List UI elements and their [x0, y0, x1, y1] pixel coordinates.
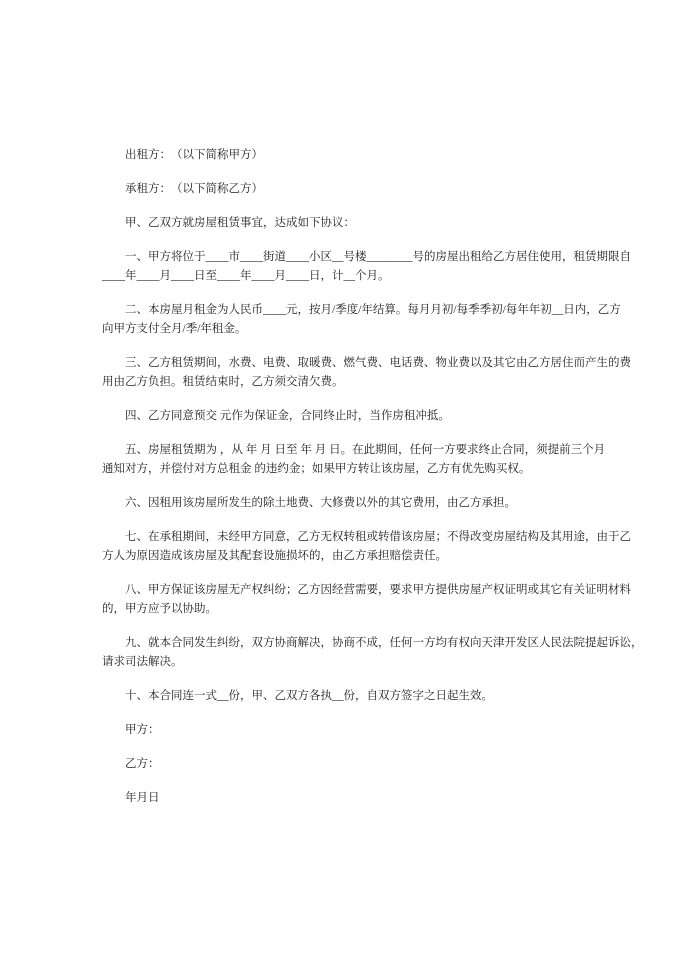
signature-date [102, 789, 590, 808]
clause-2-line-1: 二、本房屋月租金为人民币____元，按月/季度/年结算。每月月初/每季季初/每年年初__日内，乙方 [125, 304, 621, 316]
clause-6-line-1: 六、因租用该房屋所发生的除土地费、大修费以外的其它费用，由乙方承担。 [125, 497, 516, 509]
paragraph-preamble [102, 214, 590, 233]
clause-9-line-2: 请求司法解决。 [102, 656, 183, 668]
clause-5-line-1: 五、房屋租赁期为 ，从 年 月 日至 年 月 日。在此期间，任何一方要求终止合同，须提前三个月 [125, 444, 606, 456]
clause-1-line-1: 一、甲方将位于____市____街道____小区__号楼________号的房屋出租给乙方居住使用，租赁期限自 [125, 251, 631, 263]
preamble-line: 甲、乙双方就房屋租赁事宜，达成如下协议： [125, 217, 355, 229]
signature-party-b [102, 755, 590, 774]
clause-9-line-1: 九、就本合同发生纠纷，双方协商解决，协商不成，任何一方均有权向天津开发区人民法院提起诉讼， [125, 637, 643, 649]
clause-10 [102, 687, 590, 706]
clause-7-line-2: 方人为原因造成该房屋及其配套设施损坏的，由乙方承担赔偿责任。 [102, 550, 447, 562]
paragraph-lessor [102, 146, 590, 165]
clause-1 [102, 248, 631, 286]
clause-5-line-2: 通知对方，并偿付对方总租金 的违约金；如果甲方转让该房屋，乙方有优先购买权。 [102, 463, 531, 475]
clause-8-line-1: 八、甲方保证该房屋无产权纠纷；乙方因经营需要，要求甲方提供房屋产权证明或其它有关证明材料 [125, 584, 631, 596]
clause-1-line-2: ____年____月____日至____年____月____日，计__个月。 [102, 270, 390, 282]
clause-8 [102, 581, 631, 619]
clause-7 [102, 528, 631, 566]
clause-3 [102, 354, 631, 392]
signature-party-a-label: 甲方： [125, 724, 160, 736]
clause-4-line-1: 四、乙方同意预交 元作为保证金，合同终止时，当作房租冲抵。 [125, 410, 450, 422]
signature-party-b-label: 乙方： [125, 758, 160, 770]
clause-3-line-1: 三、乙方租赁期间，水费、电费、取暖费、燃气费、电话费、物业费以及其它由乙方居住而产生的费 [125, 357, 631, 369]
clause-7-line-1: 七、在承租期间，未经甲方同意，乙方无权转租或转借该房屋；不得改变房屋结构及其用途，由于乙 [125, 531, 631, 543]
clause-8-line-2: 的，甲方应予以协助。 [102, 603, 217, 615]
clause-10-line-1: 十、本合同连一式__份，甲、乙双方各执__份，自双方签字之日起生效。 [125, 690, 493, 702]
clause-3-line-2: 用由乙方负担。租赁结束时，乙方须交清欠费。 [102, 376, 344, 388]
clause-2 [102, 301, 621, 339]
paragraph-lessee [102, 180, 590, 199]
clause-2-line-2: 向甲方支付全月/季/年租金。 [102, 323, 247, 335]
lessee-line: 承租方： （以下简称乙方） [125, 183, 263, 195]
clause-5 [102, 441, 606, 479]
clause-4 [102, 407, 590, 426]
clause-9 [102, 634, 643, 672]
lessor-line: 出租方： （以下简称甲方） [125, 149, 263, 161]
signature-party-a [102, 721, 590, 740]
signature-date-label: 年月日 [125, 792, 160, 804]
clause-6 [102, 494, 590, 513]
